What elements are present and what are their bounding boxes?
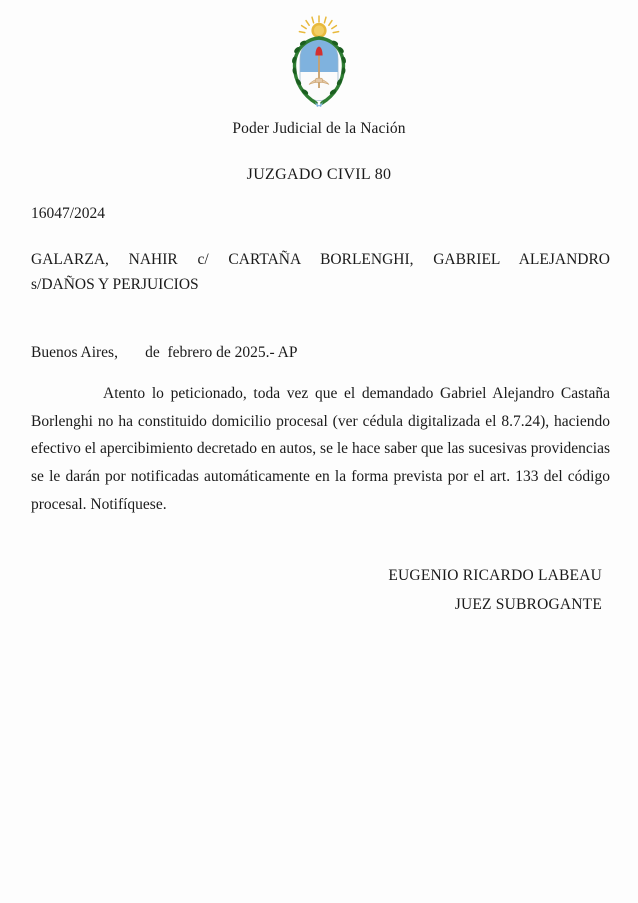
case-caption-subject: s/DAÑOS Y PERJUICIOS <box>31 276 199 294</box>
document-body <box>31 205 610 619</box>
judge-name: EUGENIO RICARDO LABEAU <box>388 567 602 585</box>
case-number: 16047/2024 <box>31 205 106 222</box>
court-authority: Poder Judicial de la Nación <box>232 120 406 137</box>
emblem-container <box>0 14 638 110</box>
signature-block <box>31 562 610 619</box>
argentine-coat-of-arms-icon <box>285 14 353 110</box>
court-name: JUZGADO CIVIL 80 <box>246 166 392 183</box>
case-caption-parties: GALARZA, NAHIR c/ CARTAÑA BORLENGHI, GABRIEL ALEJANDRO <box>31 251 610 268</box>
document-header <box>0 120 638 184</box>
dateline: Buenos Aires, de febrero de 2025.- AP <box>31 344 298 362</box>
judge-title: JUEZ SUBROGANTE <box>454 595 602 613</box>
resolution-text: Atento lo peticionado, toda vez que el demandado Gabriel Alejandro Castaña Borlenghi no ha constituido domicilio procesal (ver cédula digitalizada el 8.7.24), haciendo efectivo el apercibimiento decretado en autos, se le hace saber que las sucesivas providencias se le darán por notificadas automáticamente en la forma prevista por el art. 133 del código procesal. Notifíquese. <box>31 385 610 513</box>
case-caption <box>31 247 610 297</box>
